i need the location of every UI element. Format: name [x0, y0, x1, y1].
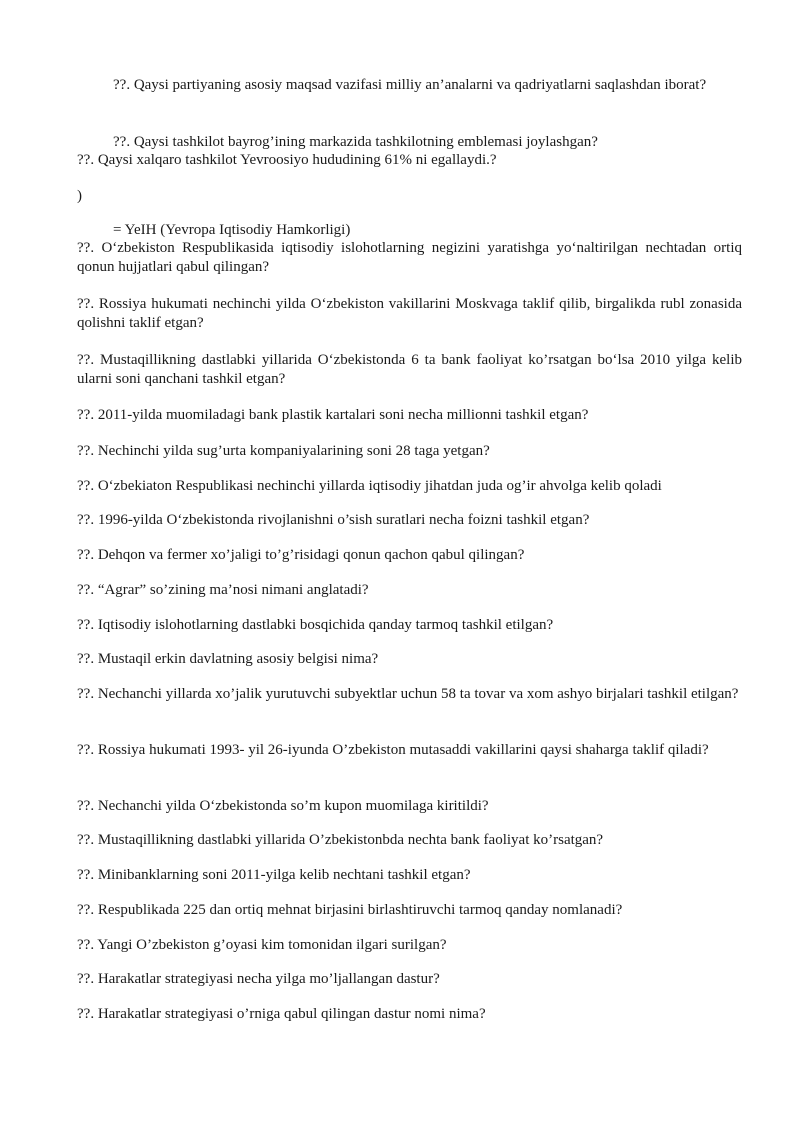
answer-text: = YeIH (Yevropa Iqtisodiy Hamkorligi): [113, 222, 351, 238]
question-17: ??. Nechanchi yilda O‘zbekistonda so’m kupon muomilaga kiritildi?: [77, 798, 489, 814]
question-7: ??. 2011-yilda muomiladagi bank plastik kartalari soni necha millionni tashkil etgan?: [77, 407, 589, 423]
question-23: ??. Harakatlar strategiyasi o’rniga qabul qilingan dastur nomi nima?: [77, 1006, 486, 1022]
question-14: ??. Mustaqil erkin davlatning asosiy belgisi nima?: [77, 651, 379, 667]
question-12: ??. “Agrar” so’zining ma’nosi nimani anglatadi?: [77, 582, 369, 598]
question-19: ??. Minibanklarning soni 2011-yilga kelib nechtani tashkil etgan?: [77, 867, 471, 883]
question-3: ??. Qaysi xalqaro tashkilot Yevroosiyo hududining 61% ni egallaydi.?: [77, 152, 497, 168]
question-2: ??. Qaysi tashkilot bayrog’ining markazida tashkilotning emblemasi joylashgan?: [113, 134, 598, 150]
question-9: ??. O‘zbekiaton Respublikasi nechinchi yillarda iqtisodiy jihatdan juda og’ir ahvolga kelib qoladi: [77, 478, 662, 494]
question-11: ??. Dehqon va fermer xo’jaligi to’g’risidagi qonun qachon qabul qilingan?: [77, 547, 525, 563]
question-6: ??. Mustaqillikning dastlabki yillarida O‘zbekistonda 6 ta bank faoliyat ko’rsatgan bo‘lsa 2010 yilga kelib ularni soni qanchani tashkil etgan?: [77, 352, 742, 387]
question-10: ??. 1996-yilda O‘zbekistonda rivojlanishni o’sish suratlari necha foizni tashkil etgan?: [77, 512, 590, 528]
question-15: ??. Nechanchi yillarda xo’jalik yurutuvchi subyektlar uchun 58 ta tovar va xom ashyo birjalari tashkil etilgan?: [77, 686, 739, 702]
question-1: ??. Qaysi partiyaning asosiy maqsad vazifasi milliy an’analarni va qadriyatlarni saqlashdan iborat?: [113, 77, 707, 93]
answer-marker: ): [77, 188, 82, 204]
question-18: ??. Mustaqillikning dastlabki yillarida O’zbekistonbda nechta bank faoliyat ko’rsatgan?: [77, 832, 604, 848]
question-4: ??. O‘zbekiston Respublikasida iqtisodiy islohotlarning negizini yaratishga yo‘naltirilgan nechtadan ortiq qonun hujjatlari qabul qilingan?: [77, 240, 742, 275]
question-21: ??. Yangi O’zbekiston g’oyasi kim tomonidan ilgari surilgan?: [77, 937, 447, 953]
question-22: ??. Harakatlar strategiyasi necha yilga mo’ljallangan dastur?: [77, 971, 440, 987]
question-8: ??. Nechinchi yilda sug’urta kompaniyalarining soni 28 taga yetgan?: [77, 443, 490, 459]
question-5: ??. Rossiya hukumati nechinchi yilda O‘zbekiston vakillarini Moskvaga taklif qilib, birgalikda rubl zonasida qolishni taklif etgan?: [77, 296, 742, 331]
question-20: ??. Respublikada 225 dan ortiq mehnat birjasini birlashtiruvchi tarmoq qanday nomlanadi?: [77, 902, 623, 918]
question-13: ??. Iqtisodiy islohotlarning dastlabki bosqichida qanday tarmoq tashkil etilgan?: [77, 617, 554, 633]
question-16: ??. Rossiya hukumati 1993- yil 26-iyunda O’zbekiston mutasaddi vakillarini qaysi shaharga taklif qiladi?: [77, 742, 709, 758]
